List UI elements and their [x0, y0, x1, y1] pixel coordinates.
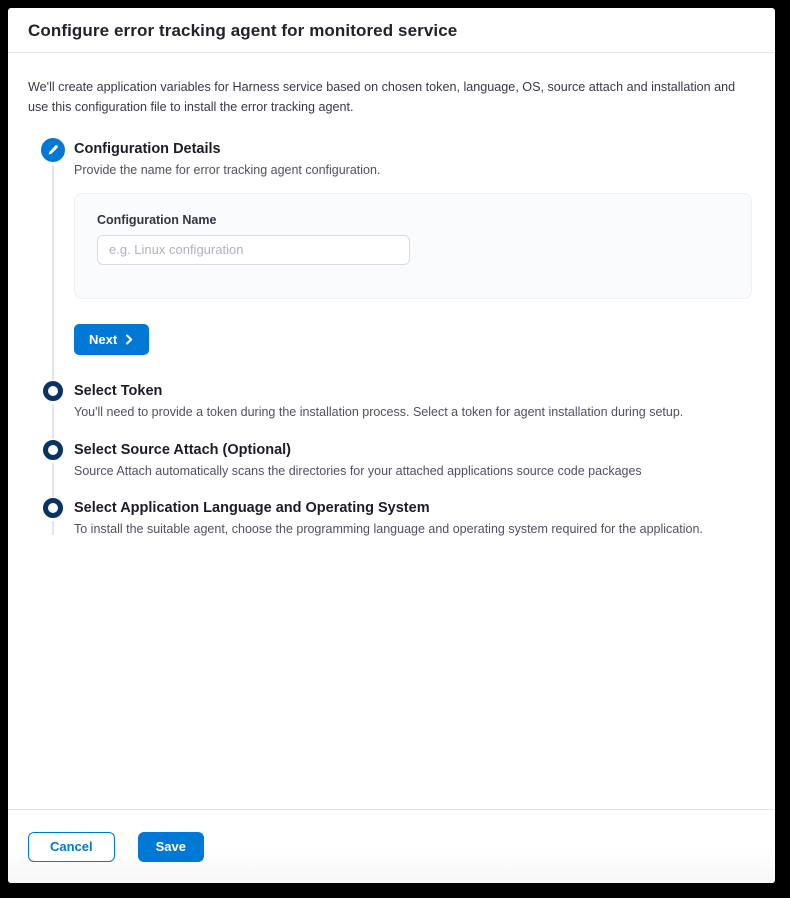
step-icon-column — [40, 380, 66, 439]
configuration-name-input[interactable] — [97, 235, 410, 265]
step-connector-line — [52, 165, 54, 380]
step-subtitle: To install the suitable agent, choose the programming language and operating system required for the application. — [74, 522, 703, 537]
step-content — [68, 138, 755, 380]
chevron-right-icon — [125, 334, 134, 345]
dialog-header — [8, 8, 775, 52]
step-content — [68, 380, 755, 439]
configuration-name-card — [74, 193, 752, 299]
step-icon-column — [40, 439, 66, 498]
step-select-source-attach — [28, 439, 755, 498]
step-ring-icon — [43, 381, 63, 401]
cancel-button[interactable]: Cancel — [28, 832, 115, 862]
edit-pencil-icon — [41, 138, 65, 162]
save-button[interactable]: Save — [138, 832, 204, 862]
step-select-token — [28, 380, 755, 439]
step-icon-column — [40, 497, 66, 556]
step-connector-line — [52, 404, 54, 439]
dialog-description: We'll create application variables for Harness service based on chosen token, language, OS, source attach and installation and use this configuration file to install the error tracking agent. — [28, 80, 736, 114]
next-button-label: Next — [89, 331, 118, 347]
dialog-body — [8, 53, 775, 556]
setup-wizard — [28, 138, 755, 556]
step-connector-line — [52, 521, 54, 535]
step-ring-icon — [43, 440, 63, 460]
step-title-configuration-details[interactable]: Configuration Details — [74, 141, 221, 158]
step-title-select-language-os[interactable]: Select Application Language and Operating System — [74, 500, 430, 517]
step-configuration-details — [28, 138, 755, 380]
dialog-title: Configure error tracking agent for monitored service — [28, 21, 458, 40]
next-button[interactable] — [74, 324, 149, 355]
step-ring-icon — [43, 498, 63, 518]
step-subtitle: You'll need to provide a token during the installation process. Select a token for agent installation during setup. — [74, 404, 684, 419]
dialog-footer — [8, 809, 775, 883]
step-title-select-token[interactable]: Select Token — [74, 382, 163, 399]
step-connector-line — [52, 463, 54, 498]
configuration-name-label: Configuration Name — [97, 212, 217, 227]
step-subtitle: Source Attach automatically scans the directories for your attached applications source code packages — [74, 463, 642, 478]
step-title-select-source-attach[interactable]: Select Source Attach (Optional) — [74, 441, 291, 458]
step-content — [68, 439, 755, 498]
step-select-language-os — [28, 497, 755, 556]
step-icon-column — [40, 138, 66, 380]
step-content — [68, 497, 755, 556]
config-dialog — [8, 8, 775, 883]
step-subtitle: Provide the name for error tracking agent configuration. — [74, 163, 381, 178]
